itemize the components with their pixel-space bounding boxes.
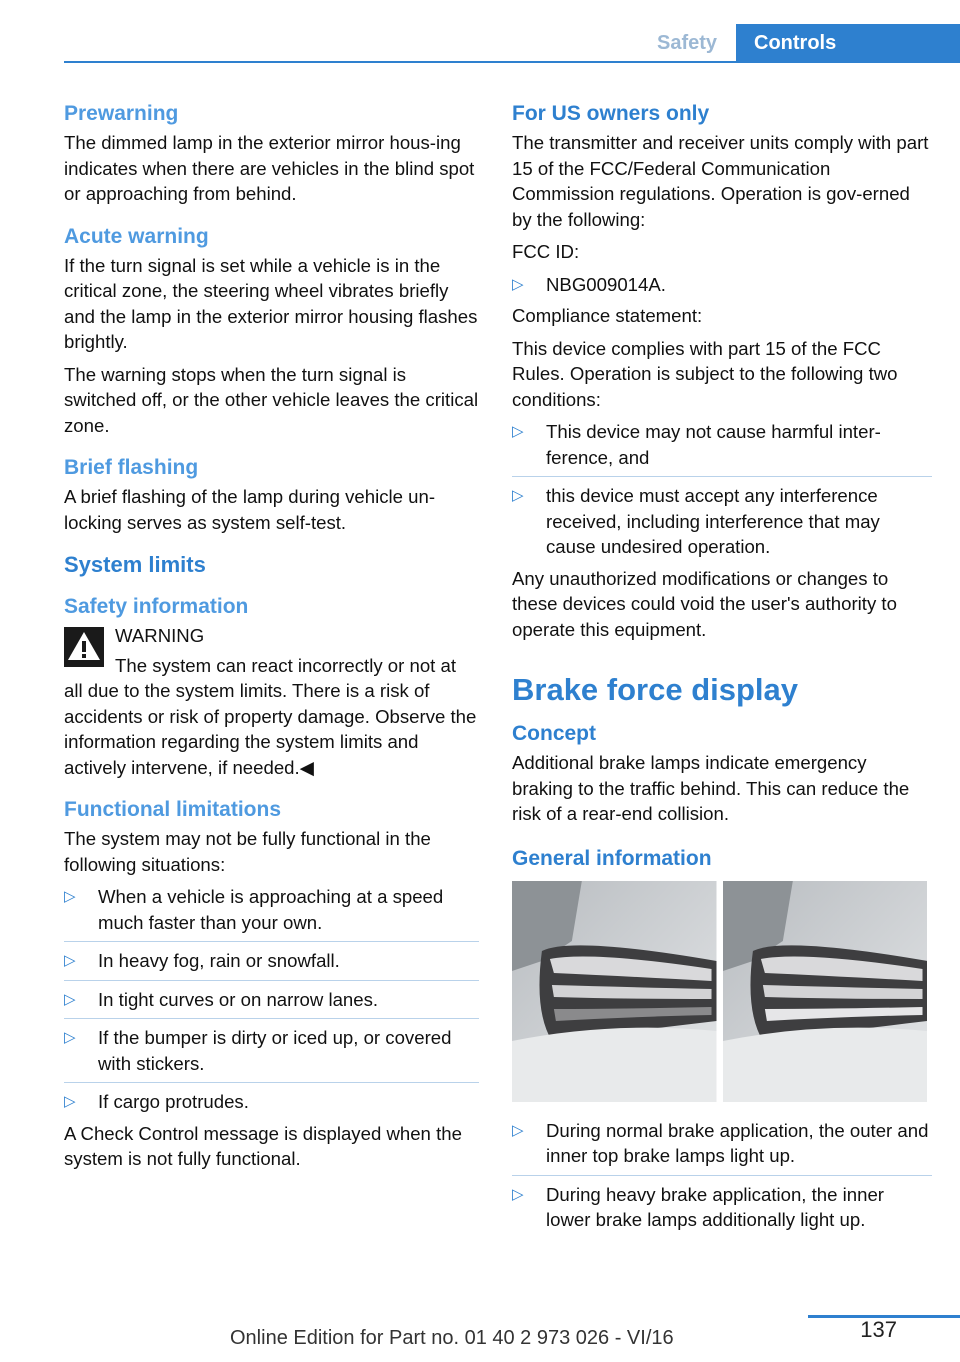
conditions-list — [512, 419, 932, 560]
heading-safety-information: Safety information — [64, 595, 249, 618]
list-item: ▷ NBG009014A. — [512, 272, 932, 298]
tail-lamp-image-heavy — [723, 881, 928, 1102]
prewarning-text: The dimmed lamp in the exterior mirror hous-ing indicates when there are vehicles in the blind spot or approaching from behind. — [64, 132, 475, 204]
brake-lamp-photo — [512, 881, 927, 1102]
tail-lamp-image-normal — [512, 881, 717, 1102]
list-item: ▷ In heavy fog, rain or snowfall. — [64, 948, 479, 981]
compliance-text: This device complies with part 15 of the FCC Rules. Operation is subject to the following two conditions: — [512, 337, 898, 410]
acute-text-1: If the turn signal is set while a vehicle is in the critical zone, the steering wheel vibrates briefly and the lamp in the exterior mirror housing flashes brightly. — [64, 254, 478, 352]
compliance-label: Compliance statement: — [512, 305, 703, 326]
list-item: ▷ this device must accept any interference received, including interference that may cause undesired operation. — [512, 483, 932, 560]
heading-general-information: General information — [512, 846, 712, 870]
functional-list — [64, 884, 479, 1115]
heading-us-owners: For US owners only — [512, 102, 710, 125]
edition-text: Online Edition for Part no. 01 40 2 973 026 - VI/16 — [230, 1327, 674, 1349]
list-item: ▷ If cargo protrudes. — [64, 1089, 479, 1115]
list-item: ▷ During normal brake application, the outer and inner top brake lamps light up. — [512, 1118, 932, 1176]
header-tabs — [638, 24, 960, 62]
fcc-list — [512, 272, 932, 298]
brief-text: A brief flashing of the lamp during vehicle un-locking serves as system self-test. — [64, 486, 436, 533]
check-control-text: A Check Control message is displayed when the system is not fully functional. — [64, 1122, 462, 1169]
heading-brake-force-display: Brake force display — [512, 672, 799, 707]
list-item: ▷ When a vehicle is approaching at a speed much faster than your own. — [64, 884, 479, 942]
warning-block — [64, 623, 479, 649]
warning-label: WARNING — [115, 625, 205, 646]
fcc-label: FCC ID: — [512, 241, 580, 262]
brake-list — [512, 1118, 932, 1233]
page-number: 137 — [860, 1317, 897, 1342]
heading-system-limits: System limits — [64, 552, 206, 577]
functional-intro: The system may not be fully functional in the following situations: — [64, 828, 431, 875]
acute-text-2: The warning stops when the turn signal is switched off, or the other vehicle leaves the critical zone. — [64, 363, 479, 436]
heading-prewarning: Prewarning — [64, 102, 179, 125]
tab-controls[interactable]: Controls — [736, 24, 960, 62]
right-column — [512, 100, 932, 1239]
heading-concept: Concept — [512, 722, 596, 745]
heading-functional-limitations: Functional limitations — [64, 798, 282, 821]
heading-brief-flashing: Brief flashing — [64, 456, 199, 479]
list-item: ▷ This device may not cause harmful inter-ference, and — [512, 419, 932, 477]
heading-acute-warning: Acute warning — [64, 224, 209, 248]
us-text: The transmitter and receiver units comply with part 15 of the FCC/Federal Communication Commission regulations. Operation is gov-erned by the following: — [512, 132, 929, 230]
list-item: ▷ If the bumper is dirty or iced up, or covered with stickers. — [64, 1025, 479, 1083]
modifications-text: Any unauthorized modifications or changes to these devices could void the user's authority to operate this equipment. — [512, 567, 897, 640]
header-rule — [64, 61, 960, 63]
tab-safety[interactable]: Safety — [638, 24, 736, 62]
left-column — [64, 100, 479, 1179]
warning-text: The system can react incorrectly or not at all due to the system limits. There is a risk of accidents or risk of property damage. Observe the information regarding the system limits and actively intervene, if needed.◀ — [64, 654, 477, 778]
list-item: ▷ In tight curves or on narrow lanes. — [64, 987, 479, 1020]
concept-text: Additional brake lamps indicate emergency braking to the traffic behind. This can reduce the risk of a rear-end collision. — [512, 752, 910, 824]
list-item: ▷ During heavy brake application, the inner lower brake lamps additionally light up. — [512, 1182, 932, 1233]
warning-triangle-icon — [64, 627, 104, 667]
